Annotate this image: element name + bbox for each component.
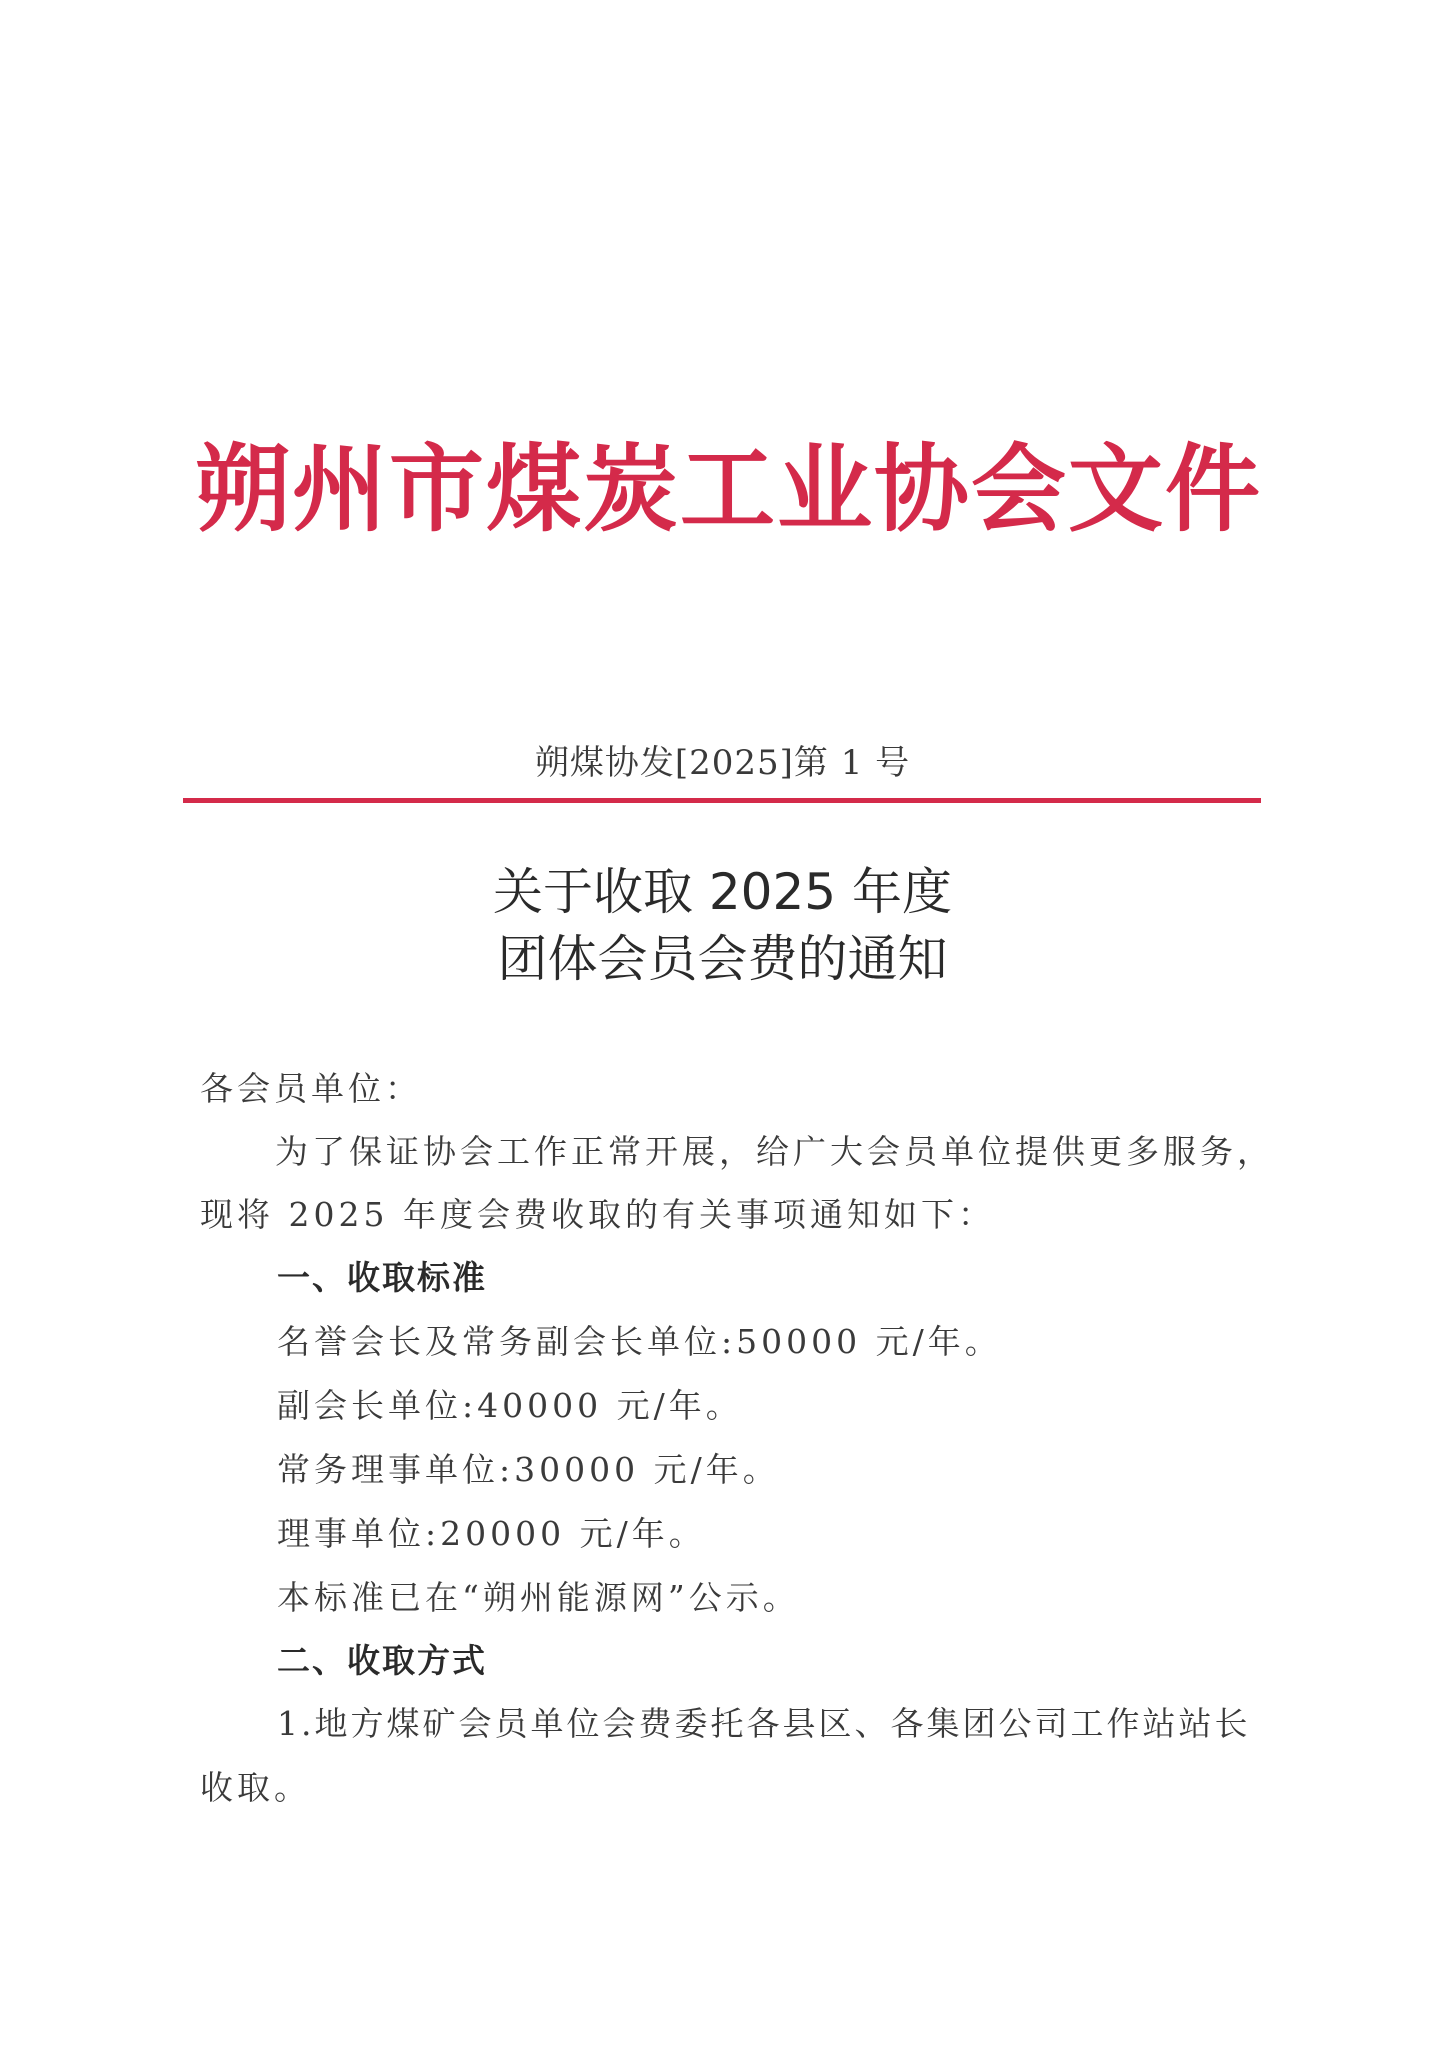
method-item-line-1: 1.地方煤矿会员单位会费委托各县区、各集团公司工作站站长 [277,1704,1251,1743]
document-number: 朔煤协发[2025]第 1 号 [534,743,911,783]
document-header-title: 朔州市煤炭工业协会文件 [195,434,1263,545]
salutation: 各会员单位： [200,1069,422,1108]
notice-title-line-2: 团体会员会费的通知 [497,930,948,988]
red-divider-line [183,798,1261,803]
section-heading-fee-standard: 一、收取标准 [277,1258,487,1297]
fee-item: 副会长单位:40000 元/年。 [277,1386,743,1425]
section-heading-collection-method: 二、收取方式 [277,1641,487,1680]
intro-paragraph-line-2: 现将 2025 年度会费收取的有关事项通知如下： [200,1195,995,1234]
notice-title-line-1: 关于收取 2025 年度 [492,863,953,921]
method-item-line-2: 收取。 [200,1768,311,1807]
fee-item: 理事单位:20000 元/年。 [277,1514,706,1553]
fee-item: 常务理事单位:30000 元/年。 [277,1450,780,1489]
intro-paragraph-line-1: 为了保证协会工作正常开展，给广大会员单位提供更多服务， [275,1132,1274,1171]
fee-publication-note: 本标准已在“朔州能源网”公示。 [277,1578,800,1617]
fee-item: 名誉会长及常务副会长单位:50000 元/年。 [277,1322,1002,1361]
